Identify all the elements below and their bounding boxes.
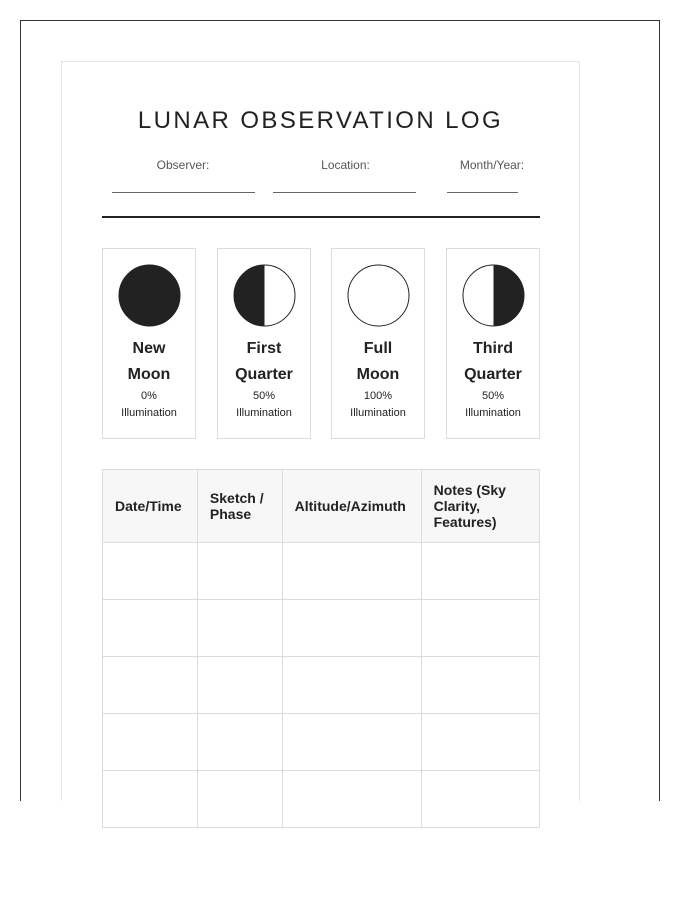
month-year-field[interactable] [447, 192, 518, 193]
phase-name: Third Quarter [464, 340, 522, 383]
third-quarter-moon-icon [462, 264, 525, 327]
location-field[interactable] [273, 192, 416, 193]
phase-illumination: 50% Illumination [465, 390, 521, 419]
page-title: LUNAR OBSERVATION LOG [137, 107, 504, 134]
column-header-notes: Notes (Sky Clarity, Features) [421, 470, 539, 543]
table-cell[interactable] [421, 714, 539, 771]
phase-card-third-quarter [446, 248, 540, 439]
phase-card-full-moon [331, 248, 425, 439]
table-cell[interactable] [197, 543, 282, 600]
table-cell[interactable] [103, 714, 198, 771]
column-header-sketch-phase: Sketch / Phase [197, 470, 282, 543]
phase-name: First Quarter [235, 340, 293, 383]
header-divider [102, 216, 540, 218]
phase-card-new-moon [102, 248, 196, 439]
first-quarter-moon-icon [233, 264, 296, 327]
column-header-date-time: Date/Time [103, 470, 198, 543]
table-header-row [103, 470, 540, 543]
table-cell[interactable] [103, 600, 198, 657]
table-cell[interactable] [421, 600, 539, 657]
phase-illumination: 100% Illumination [350, 390, 406, 419]
location-label: Location: [321, 158, 370, 172]
table-cell[interactable] [197, 714, 282, 771]
table-cell[interactable] [282, 657, 421, 714]
observer-field[interactable] [112, 192, 255, 193]
table-row [103, 771, 540, 828]
table-cell[interactable] [421, 657, 539, 714]
phase-name: Full Moon [356, 340, 400, 383]
table-cell[interactable] [282, 543, 421, 600]
phase-illumination: 0% Illumination [121, 390, 177, 419]
table-cell[interactable] [197, 600, 282, 657]
observation-table [102, 469, 540, 828]
phase-illumination: 50% Illumination [236, 390, 292, 419]
table-cell[interactable] [282, 714, 421, 771]
table-row [103, 543, 540, 600]
phase-name: New Moon [127, 340, 171, 383]
table-cell[interactable] [421, 543, 539, 600]
phase-card-first-quarter [217, 248, 311, 439]
table-cell[interactable] [197, 771, 282, 828]
month-year-label: Month/Year: [459, 158, 525, 172]
full-moon-icon [347, 264, 410, 327]
new-moon-icon [118, 264, 181, 327]
table-cell[interactable] [282, 600, 421, 657]
table-row [103, 600, 540, 657]
observation-sheet [61, 61, 580, 801]
table-cell[interactable] [103, 771, 198, 828]
table-row [103, 714, 540, 771]
column-header-altitude-azimuth: Altitude/Azimuth [282, 470, 421, 543]
table-row [103, 657, 540, 714]
table-cell[interactable] [103, 543, 198, 600]
table-cell[interactable] [282, 771, 421, 828]
table-cell[interactable] [421, 771, 539, 828]
table-cell[interactable] [103, 657, 198, 714]
table-cell[interactable] [197, 657, 282, 714]
observer-label: Observer: [156, 158, 210, 172]
